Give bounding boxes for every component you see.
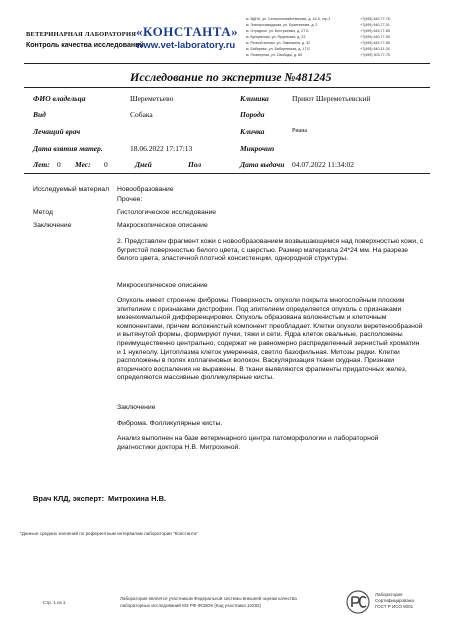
- certification-logo-icon: [345, 589, 371, 615]
- phone-number: +7(495) 640-77-76: [360, 17, 390, 21]
- address-line: м. Речной вокзал, ул. Лавочкина, д. 32: [246, 41, 311, 45]
- micro-description: Опухоль имеет строение фибромы. Поверхность опухоли покрыта многослойным плоским эпителием с признаками дистрофии. Под эпителием определяется опухоль с признаками мезенхимальной дифференцировки. Опухоль образована волокнистым и клеточным компонентами, причем волокнистый компонент преобладает. Клетки опухоли веретенообразной и вытянутой формы, формируют пучки, тяжи и сети. Ядра клеток овальные, расположены преимущественно центрально, содержат не равномерно распределенный зернистый хроматин и 1 нуклеолу. Цитоплазма клеток умеренная, светло базофильная. Митозы редки. Клетки расположены в полях коллагеновых волокон. Васкуляризация ткани скудная. Признаки вторичного воспаления не выражены. В ткани выявляются фрагменты придаточных желез, определяются массивные фолликулярные кисты.: [117, 297, 423, 382]
- sampling-date-value: 18.06.2022 17:17:13: [130, 144, 193, 153]
- owner-label: ФИО владельца: [33, 94, 86, 103]
- footnote: *Данные средних значений по референтным интервалам лаборатории "Константа": [20, 531, 199, 536]
- doctor-label: Лечащий врач: [33, 127, 81, 136]
- clinic-value: Приют Шереметьевский: [292, 94, 371, 103]
- address-line: м. Электрозаводская, ул. Буженинова, д. 2: [246, 23, 318, 27]
- method-label: Метод: [33, 209, 53, 216]
- material-value: Новообразование: [117, 186, 174, 193]
- phone-number: +7(495) 640-11-34: [360, 47, 390, 51]
- species-label: Вид: [33, 110, 46, 119]
- clinic-label: Клиника: [240, 94, 269, 103]
- cert-line: Лаборатория: [375, 592, 403, 597]
- conclusion-text: Фиброма. Фолликулярные кисты.: [117, 420, 223, 427]
- quality-control-line: Контроль качества исследований: [26, 42, 144, 49]
- age-years-value: 0: [57, 160, 61, 169]
- fields-divider: [24, 173, 430, 174]
- material-label: Исследуемый материал: [33, 186, 110, 193]
- nickname-label: Кличка: [240, 127, 265, 136]
- issue-date-value: 04.07.2022 11:34:02: [292, 160, 355, 169]
- age-years-label: Лет:: [33, 160, 50, 169]
- address-line: м. Бибирево, ул. Бибиревская, д. 17 Б: [246, 47, 310, 51]
- lab-website-link[interactable]: www.vet-laboratory.ru: [136, 40, 236, 51]
- cert-line: ГОСТ Р ИСО 9001: [375, 604, 414, 609]
- age-days-label: Дней: [135, 160, 152, 169]
- signature-name: Митрохина Н.В.: [108, 494, 167, 503]
- macro-description: 2. Представлен фрагмент кожи с новообразованием возвышающемся над поверхностью кожи, с бугристой поверхностью белого цвета, с шерстью. Размер материала 24*24 мм. На разрезе белого цвета, эластичной плотной консистенции, однородной структуры.: [117, 238, 424, 263]
- conclusion-heading: Заключение: [117, 404, 156, 411]
- age-months-value: 0: [104, 160, 108, 169]
- address-line: м. Планерная, ул. Свободы, д. 65: [246, 53, 303, 57]
- conclusion-label: Заключение: [33, 222, 72, 229]
- signature-label: Врач КЛД, эксперт:: [33, 494, 105, 503]
- macro-heading: Макроскопическое описание: [117, 222, 208, 229]
- address-line: м. Кунцевская, ул. Ярцевская, д. 23: [246, 35, 306, 39]
- address-line: м. Отрадное, ул. Бестужевых, д. 27 Б: [246, 29, 309, 33]
- micro-heading: Микроскопическое описание: [117, 282, 208, 289]
- nickname-value: Риана: [292, 128, 308, 134]
- page-number: Стр. 1 из 1: [43, 600, 66, 605]
- sampling-date-label: Дата взятия матер.: [33, 144, 103, 153]
- lab-name-line: ВЕТЕРИНАРНАЯ ЛАБОРАТОРИЯ: [26, 31, 137, 38]
- phone-number: +7(499) 643-77-65: [360, 29, 390, 33]
- lab-brand: «КОНСТАНТА»: [136, 24, 239, 39]
- phone-number: +7(495) 640-77-90: [360, 35, 390, 39]
- method-value: Гистологическое исследование: [117, 209, 217, 216]
- species-value: Собака: [130, 110, 153, 119]
- phone-number: +7(499) 643-77-89: [360, 41, 390, 45]
- header-divider: [24, 63, 430, 64]
- analysis-note: Анализ выполнен на базе ветеринарного центра патоморфологии и лабораторной диагностики доктора Н.В. Митрохиной.: [117, 435, 379, 451]
- cert-line: Сертифицирована: [375, 598, 414, 603]
- material-other: Прочее:: [117, 196, 143, 203]
- microchip-label: Микрочип: [240, 144, 275, 153]
- breed-label: Порода: [240, 110, 265, 119]
- title-divider: [24, 87, 430, 88]
- page-title: Исследование по экспертизе №481245: [130, 70, 332, 84]
- issue-date-label: Дата выдачи: [240, 160, 285, 169]
- owner-value: Шереметьево: [130, 94, 174, 103]
- membership-line: лабораторных исследований МЗ РФ ФСВОК (Код участника 10292): [120, 603, 262, 608]
- age-months-label: Мес:: [75, 160, 91, 169]
- membership-line: Лаборатория является участником Федеральной системы внешней оценки качества: [120, 596, 297, 601]
- phone-number: +7(495) 640-77-01: [360, 23, 390, 27]
- phone-number: +7(499) 303-77-75: [360, 53, 390, 57]
- address-line: м. ВДНХ, ул. Сельскохозяйственная, д. 16 А, стр.3: [246, 17, 331, 21]
- sex-label: Пол: [188, 160, 202, 169]
